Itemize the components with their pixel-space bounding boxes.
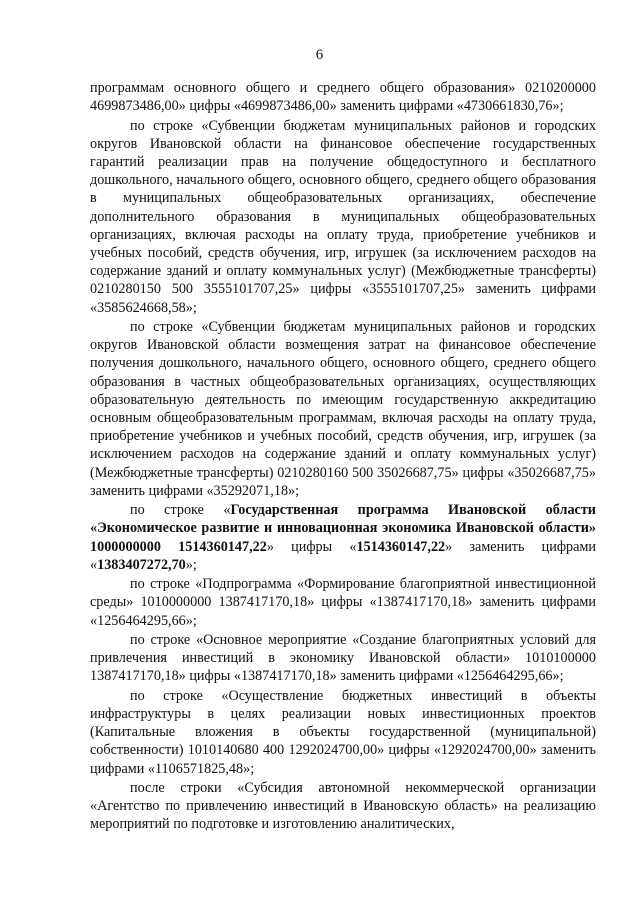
paragraph-4: [90, 501, 596, 574]
paragraph-5: по строке «Подпрограмма «Формирование благоприятной инвестиционной среды» 1010000000 1387417170,18» цифры «1387417170,18» заменить цифрами «1256464295,66»;: [90, 576, 596, 629]
page-number: 6: [315, 47, 324, 63]
bold-new-amount: 1383407272,70: [97, 556, 186, 573]
bold-program-title: Государственная программа Ивановской области «Экономическое развитие и инновационная экономика Ивановской области» 1000000000 1514360147,22: [90, 502, 596, 555]
paragraph-2: по строке «Субвенции бюджетам муниципальных районов и городских округов Ивановской области на финансовое обеспечение государственных гарантий реализации прав на получение общедоступного и бесплатного дошкольного, начального общего, основного общего, среднего общего образования в муниципальных общеобразовательных организациях, обеспечение дополнительного образования в муниципальных общеобразовательных организациях, включая расходы на оплату труда, приобретение учебников и учебных пособий, средств обучения, игр, игрушек (за исключением расходов на содержание зданий и оплату коммунальных услуг) (Межбюджетные трансферты) 0210280150 500 3555101707,25» цифры «3555101707,25» заменить цифрами «3585624668,58»;: [90, 117, 596, 316]
paragraph-6: по строке «Основное мероприятие «Создание благоприятных условий для привлечения инвестиций в экономику Ивановской области» 1010100000 1387417170,18» цифры «1387417170,18» заменить цифрами «1256464295,66»;: [90, 632, 596, 685]
paragraph-4-prefix: по строке «: [130, 502, 231, 519]
paragraph-4-mid2: » заменить цифрами «: [90, 538, 597, 573]
paragraph-1: программам основного общего и среднего общего образования» 0210200000 4699873486,00» цифры «4699873486,00» заменить цифрами «4730661830,76»;: [90, 80, 596, 115]
paragraph-4-suffix: »;: [185, 556, 197, 573]
paragraph-4-mid1: » цифры «: [266, 538, 357, 555]
paragraph-8: после строки «Субсидия автономной некоммерческой организации «Агентство по привлечению инвестиций в Ивановскую область» на реализацию мероприятий по подготовке и изготовлению аналитических,: [90, 780, 596, 833]
paragraph-7: по строке «Осуществление бюджетных инвестиций в объекты инфраструктуры в целях реализации новых инвестиционных проектов (Капитальные вложения в объекты государственной (муниципальной) собственности) 1010140680 400 1292024700,00» цифры «1292024700,00» заменить цифрами «1106571825,48»;: [90, 687, 596, 777]
bold-old-amount: 1514360147,22: [356, 538, 446, 555]
paragraph-3: по строке «Субвенции бюджетам муниципальных районов и городских округов Ивановской области возмещения затрат на финансовое обеспечение получения дошкольного, начального общего, основного общего, среднего общего образования в частных общеобразовательных организациях, осуществляющих образовательную деятельность по имеющим государственную аккредитацию основным общеобразовательным программам, включая расходы на оплату труда, приобретение учебников и учебных пособий, средств обучения, игр, игрушек (за исключением расходов на содержание зданий и оплату коммунальных услуг) (Межбюджетные трансферты) 0210280160 500 35026687,75» цифры «35026687,75» заменить цифрами «35292071,18»;: [90, 319, 596, 499]
document-body: [90, 79, 596, 835]
